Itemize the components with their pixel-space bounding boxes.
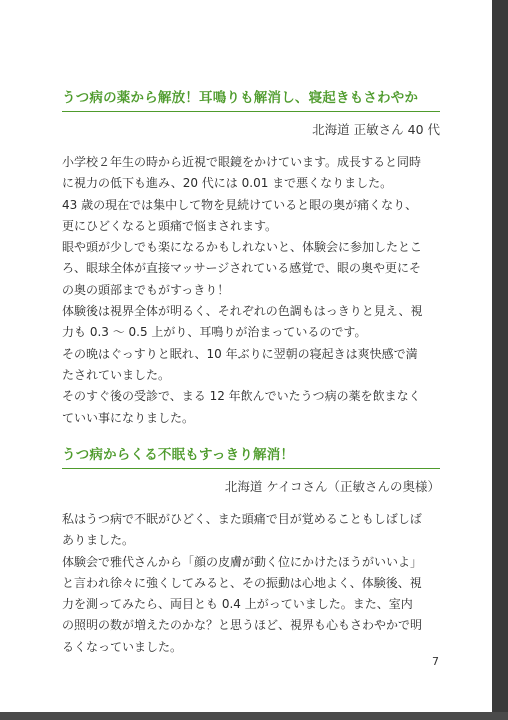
body-line: 更にひどくなると頭痛で悩まされます。 <box>62 218 278 233</box>
section-2-body <box>62 509 440 658</box>
body-line: 体験後は視界全体が明るく、それぞれの色調もはっきりと見え、視 <box>62 304 423 319</box>
body-line: そのすぐ後の受診で、まる 12 年飲んでいたうつ病の薬を飲まなく <box>62 389 421 404</box>
testimonial-section-2 <box>62 445 440 658</box>
body-line: 小学校２年生の時から近視で眼鏡をかけています。成長すると同時 <box>62 155 422 169</box>
section-1-body <box>62 152 440 429</box>
section-2-byline: 北海道 ケイコさん（正敏さんの奥様） <box>224 479 440 494</box>
testimonial-section-1 <box>62 88 440 429</box>
body-line: 体験会で雅代さんから「顔の皮膚が動く位にかけたほうがいいよ」 <box>62 554 423 569</box>
body-line: の照明の数が増えたのかな？と思うほど、視界も心もさわやかで明 <box>62 618 423 633</box>
section-1-byline: 北海道 正敏さん 40 代 <box>312 122 440 137</box>
body-line: ろ、眼球全体が直接マッサージされている感覚で、眼の奥や更にそ <box>62 261 422 276</box>
body-line: と言われ徐々に強くしてみると、その振動は心地よく、体験後、視 <box>62 575 422 590</box>
section-1-title: うつ病の薬から解放！耳鳴りも解消し、寝起きもさわやか <box>62 88 440 112</box>
body-line: 力を測ってみたら、両目とも 0.4 上がっていました。また、室内 <box>62 597 413 612</box>
body-line: 私はうつ病で不眠がひどく、また頭痛で目が覚めることもしばしば <box>62 512 422 526</box>
body-line: 43 歳の現在では集中して物を見続けていると眼の奥が痛くなり、 <box>62 197 418 212</box>
body-line: の奥の頭部までもがすっきり！ <box>62 282 230 297</box>
section-2-title: うつ病からくる不眠もすっきり解消！ <box>62 445 440 469</box>
body-line: たされていました。 <box>62 367 171 382</box>
body-line: に視力の低下も進み、20 代には 0.01 まで悪くなりました。 <box>62 176 393 191</box>
page-edge-shadow <box>492 0 508 720</box>
body-line: ていい事になりました。 <box>62 410 195 425</box>
page-number: 7 <box>432 655 439 668</box>
body-line: 力も 0.3 ～ 0.5 上がり、耳鳴りが治まっているのです。 <box>62 325 367 340</box>
body-line: 眼や頭が少しでも楽になるかもしれないと、体験会に参加したとこ <box>62 240 423 255</box>
page-bottom-shadow <box>0 712 508 720</box>
body-line: その晩はぐっすりと眠れ、10 年ぶりに翌朝の寝起きは爽快感で満 <box>62 346 418 361</box>
body-line: ありました。 <box>62 533 135 548</box>
body-line: るくなっていました。 <box>62 639 183 654</box>
